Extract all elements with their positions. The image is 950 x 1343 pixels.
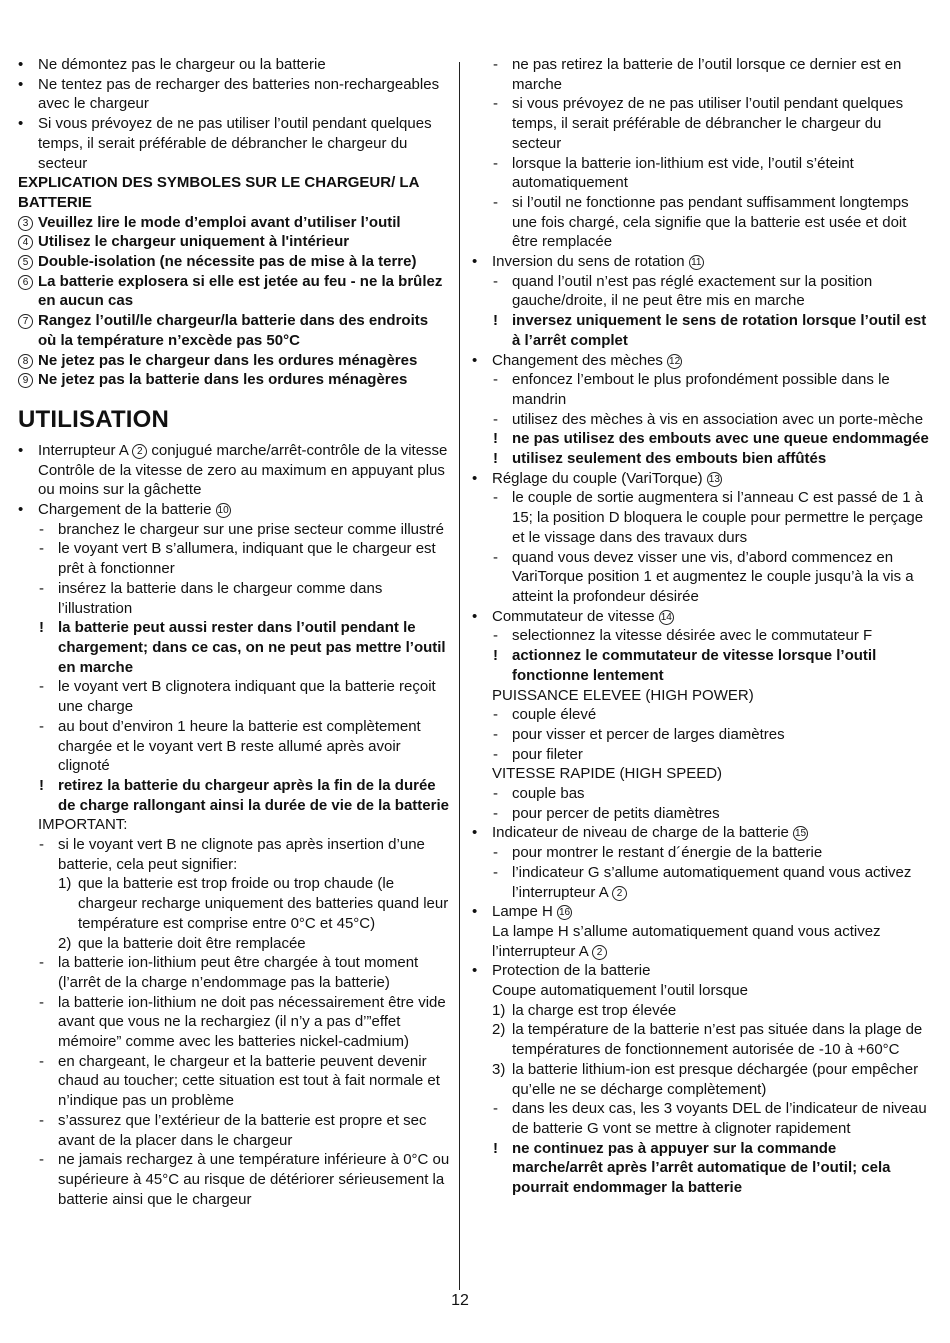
bullet-marker: • (18, 75, 24, 93)
circled-number: 2 (132, 444, 147, 459)
item-text: pour fileter (512, 745, 583, 763)
item-text: si vous prévoyez de ne pas utiliser l’outil pendant quelques temps, il serait préférable de débrancher le chargeur du secteur (512, 95, 904, 152)
item-text: couple élevé (512, 706, 597, 724)
dash-marker: - (39, 1111, 44, 1129)
warning-item (472, 449, 930, 469)
symbol-number (18, 370, 33, 390)
item-text: ne jamais rechargez à une température inférieure à 0°C ou supérieure à 45°C au risque de détériorer sérieusement la batterie ainsi que le chargeur (58, 1151, 450, 1208)
item-text: La batterie explosera si elle est jetée au feu - ne la brûlez en aucun cas (38, 272, 443, 310)
warn-marker: ! (493, 1139, 498, 1157)
item-text: la charge est trop élevée (512, 1001, 677, 1019)
bullet-item (472, 961, 930, 981)
item-text: la batterie lithium-ion est presque déchargée (pour empêcher qu’elle ne se décharge complètement) (512, 1060, 919, 1098)
item-text: Veuillez lire le mode d’emploi avant d’utiliser l’outil (38, 213, 401, 231)
bullet-marker: • (18, 501, 24, 519)
item-text: le couple de sortie augmentera si l’anneau C est passé de 1 à 15; la position D bloquera le couple pour permettre le perçage et le vissage dans des travaux durs (512, 489, 924, 546)
dash-marker: - (493, 804, 498, 822)
section-heading: EXPLICATION DES SYMBOLES SUR LE CHARGEUR/ LA BATTERIE (18, 174, 419, 211)
warn-marker: ! (493, 647, 498, 665)
item-text: que la batterie est trop froide ou trop chaude (le chargeur recharge uniquement des batteries quand leur température est comprise entre 0°C et 45°C) (78, 875, 449, 932)
bullet-marker: • (18, 56, 24, 73)
item-text: Ne démontez pas le chargeur ou la batterie (38, 56, 326, 73)
warn-marker: ! (493, 312, 498, 330)
page-number: 12 (451, 1292, 469, 1309)
dash-item (18, 953, 450, 992)
dash-marker: - (493, 371, 498, 389)
warn-marker: ! (39, 619, 44, 637)
dash-item (472, 370, 930, 409)
item-text: Réglage du couple (VariTorque) (492, 469, 703, 487)
item-text: Si vous prévoyez de ne pas utiliser l’outil pendant quelques temps, il serait préférable de débrancher le chargeur du secteur (38, 115, 432, 172)
dash-marker: - (493, 154, 498, 172)
item-number: 3) (492, 1060, 506, 1078)
dash-item (472, 94, 930, 153)
bullet-marker: • (472, 962, 478, 980)
item-text: l’indicateur G s’allume automatiquement quand vous activez l’interrupteur A (512, 863, 912, 901)
dash-marker: - (39, 540, 44, 558)
item-number: 2) (58, 934, 72, 952)
warn-marker: ! (493, 430, 498, 448)
item-text: Chargement de la batterie (38, 501, 212, 519)
dash-item (472, 154, 930, 193)
item-text: Interrupteur A (38, 441, 129, 459)
circled-number: 9 (18, 373, 33, 388)
dash-item (472, 193, 930, 252)
circled-number: 6 (18, 275, 33, 290)
item-text: au bout d’environ 1 heure la batterie est complètement chargée et le voyant vert B reste allumé après avoir clignoté (58, 717, 421, 775)
bullet-item (472, 902, 930, 922)
item-text: La lampe H s’allume automatiquement quand vous activez l’interrupteur A (492, 922, 881, 960)
dash-item (472, 725, 930, 745)
warning-item (472, 1139, 930, 1198)
dash-item (472, 843, 930, 863)
dash-marker: - (493, 95, 498, 113)
dash-item (472, 804, 930, 824)
symbol-item (18, 213, 450, 233)
bullet-marker: • (18, 115, 24, 133)
bullet-marker: • (472, 253, 478, 271)
dash-item (18, 539, 450, 578)
item-text: Rangez l’outil/le chargeur/la batterie dans des endroits où la température n’excède pas 50°C (38, 312, 429, 349)
dash-marker: - (493, 193, 498, 211)
item-text: inversez uniquement le sens de rotation lorsque l’outil est à l’arrêt complet (512, 312, 927, 349)
symbol-number (18, 232, 33, 252)
paragraph (472, 764, 930, 784)
item-text: Ne tentez pas de recharger des batteries non-rechargeables avec le chargeur (38, 75, 440, 113)
circled-number: 11 (689, 255, 704, 270)
bullet-marker: • (472, 469, 478, 487)
dash-marker: - (493, 410, 498, 428)
item-text: Lampe H (492, 903, 553, 921)
bullet-item (472, 823, 930, 843)
paragraph (472, 922, 930, 961)
dash-item (472, 55, 930, 94)
item-text: Ne jetez pas le chargeur dans les ordures ménagères (38, 351, 418, 369)
item-text: lorsque la batterie ion-lithium est vide, l’outil s’éteint automatiquement (512, 154, 854, 192)
circled-number: 7 (18, 314, 33, 329)
dash-item (472, 784, 930, 804)
symbol-item (18, 311, 450, 350)
paragraph (472, 981, 930, 1001)
dash-marker: - (493, 1100, 498, 1118)
warn-marker: ! (39, 776, 44, 794)
dash-item (472, 626, 930, 646)
item-text: Inversion du sens de rotation (492, 253, 685, 271)
item-text: Coupe automatiquement l’outil lorsque (492, 982, 748, 1000)
dash-marker: - (493, 785, 498, 803)
item-text: utilisez seulement des embouts bien affûtés (512, 450, 827, 468)
item-text: quand vous devez visser une vis, d’abord commencez en VariTorque position 1 et augmentez le couple jusqu’à la vis a atteint la profondeur désirée (512, 548, 914, 605)
item-text: si l’outil ne fonctionne pas pendant suffisamment longtemps une fois chargé, cela signifie que la batterie est usée et doit être remplacée (512, 193, 909, 251)
section-title: UTILISATION (18, 405, 170, 433)
dash-item (18, 520, 450, 540)
item-number: 2) (492, 1021, 506, 1039)
item-text: la température de la batterie n’est pas située dans la plage de températures de fonctionnement autorisée de -10 à +60°C (512, 1021, 923, 1059)
item-text: ne pas utilisez des embouts avec une queue endommagée (512, 430, 929, 448)
dash-item (18, 1052, 450, 1111)
item-text: Utilisez le chargeur uniquement à l'intérieur (38, 233, 350, 251)
dash-item (18, 579, 450, 618)
dash-item (18, 993, 450, 1052)
dash-marker: - (39, 579, 44, 597)
item-text: le voyant vert B s’allumera, indiquant que le chargeur est prêt à fonctionner (58, 540, 436, 578)
warning-item (18, 776, 450, 815)
dash-item (472, 745, 930, 765)
item-text: que la batterie doit être remplacée (78, 934, 306, 952)
item-text: retirez la batterie du chargeur après la fin de la durée de charge rallongant ainsi la durée de vie de la batterie (58, 776, 449, 814)
right-column (472, 55, 930, 1198)
dash-item (18, 1111, 450, 1150)
item-text: selectionnez la vitesse désirée avec le commutateur F (512, 627, 873, 645)
symbol-item (18, 370, 450, 390)
bullet-item (472, 252, 930, 272)
bullet-item (472, 469, 930, 489)
warning-item (472, 429, 930, 449)
dash-marker: - (493, 863, 498, 881)
item-text-cont: conjugué marche/arrêt-contrôle de la vitesse (147, 441, 448, 459)
circled-number: 10 (217, 505, 229, 517)
bullet-marker: • (472, 351, 478, 369)
item-text: Protection de la batterie (492, 962, 651, 980)
circled-number: 3 (18, 216, 33, 231)
bullet-item (18, 55, 450, 75)
item-text: insérez la batterie dans le chargeur comme dans l’illustration (58, 579, 383, 617)
dash-marker: - (493, 272, 498, 290)
item-text: IMPORTANT: (38, 816, 128, 834)
dash-marker: - (493, 844, 498, 862)
item-text: Double-isolation (ne nécessite pas de mise à la terre) (38, 253, 417, 271)
bullet-item (18, 114, 450, 173)
item-text: s’assurez que l’extérieur de la batterie est propre et sec avant de la placer dans le chargeur (58, 1111, 427, 1149)
paragraph (18, 815, 450, 835)
dash-marker: - (39, 1151, 44, 1169)
item-text: utilisez des mèches à vis en association avec un porte-mèche (512, 410, 924, 428)
dash-marker: - (493, 56, 498, 73)
dash-marker: - (493, 548, 498, 566)
circled-number: 15 (794, 828, 807, 840)
dash-marker: - (39, 1052, 44, 1070)
item-text: ne continuez pas à appuyer sur la commande marche/arrêt après l’arrêt automatique de l’outil; cela pourrait endommager la batterie (512, 1139, 891, 1197)
dash-marker: - (493, 627, 498, 645)
item-text: couple bas (512, 785, 585, 803)
dash-item (18, 1150, 450, 1209)
item-text: actionnez le commutateur de vitesse lorsque l’outil fonctionne lentement (512, 647, 877, 684)
dash-marker: - (39, 678, 44, 696)
item-text: Commutateur de vitesse (492, 607, 655, 625)
item-text: branchez le chargeur sur une prise secteur comme illustré (58, 520, 445, 538)
dash-marker: - (39, 954, 44, 972)
circled-number: 14 (660, 611, 672, 623)
symbol-item (18, 232, 450, 252)
symbol-item (18, 272, 450, 311)
paragraph (472, 686, 930, 706)
dash-marker: - (39, 836, 44, 854)
bullet-marker: • (18, 441, 24, 459)
item-text: pour montrer le restant d´énergie de la batterie (512, 844, 823, 862)
dash-marker: - (493, 745, 498, 763)
dash-item (472, 863, 930, 902)
warning-item (472, 311, 930, 350)
circled-number: 12 (669, 355, 681, 367)
symbol-number (18, 213, 33, 233)
bullet-marker: • (472, 607, 478, 625)
warning-item (18, 618, 450, 677)
item-text: si le voyant vert B ne clignote pas après insertion d’une batterie, cela peut signifier: (58, 836, 425, 873)
item-text: Indicateur de niveau de charge de la batterie (492, 824, 789, 842)
dash-marker: - (493, 725, 498, 743)
item-text: le voyant vert B clignotera indiquant que la batterie reçoit une charge (58, 678, 436, 716)
bullet-item (472, 607, 930, 627)
symbol-number (18, 351, 33, 371)
dash-marker: - (493, 489, 498, 507)
item-text: Ne jetez pas la batterie dans les ordures ménagères (38, 371, 408, 389)
warn-marker: ! (493, 450, 498, 468)
item-text: la batterie peut aussi rester dans l’outil pendant le chargement; dans ce cas, on ne peut pas mettre l’outil en marche (58, 619, 446, 676)
circled-number: 5 (18, 255, 33, 270)
item-text: ne pas retirez la batterie de l’outil lorsque ce dernier est en marche (512, 56, 902, 93)
circled-number: 16 (558, 907, 571, 919)
warning-item (472, 646, 930, 685)
dash-marker: - (493, 706, 498, 724)
numbered-item (18, 874, 450, 933)
item-text: en chargeant, le chargeur et la batterie peuvent devenir chaud au toucher; cette situation est tout à fait normale et n’indique pas un problème (58, 1052, 440, 1110)
item-text: pour percer de petits diamètres (512, 804, 720, 822)
dash-item (472, 488, 930, 547)
item-number: 1) (58, 875, 72, 893)
dash-item (18, 677, 450, 716)
symbol-item (18, 252, 450, 272)
column-divider (459, 62, 460, 1290)
item-text: quand l’outil n’est pas réglé exactement sur la position gauche/droite, il ne peut être mis en marche (512, 272, 873, 310)
dash-marker: - (39, 717, 44, 735)
bullet-marker: • (472, 903, 478, 921)
bullet-item (18, 500, 450, 520)
circled-number: 4 (18, 235, 33, 250)
bullet-marker: • (472, 824, 478, 842)
dash-item (472, 548, 930, 607)
item-text: dans les deux cas, les 3 voyants DEL de l’indicateur de niveau de batterie G vont se mettre à clignoter rapidement (512, 1100, 927, 1137)
numbered-item (472, 1060, 930, 1099)
dash-item (472, 272, 930, 311)
dash-item (472, 1099, 930, 1138)
circled-number: 2 (592, 945, 607, 960)
bullet-item (18, 75, 450, 114)
item-text: PUISSANCE ELEVEE (HIGH POWER) (492, 686, 754, 704)
numbered-item (472, 1020, 930, 1059)
dash-item (18, 717, 450, 776)
symbol-number (18, 252, 33, 272)
item-text: Changement des mèches (492, 351, 663, 369)
dash-item (472, 705, 930, 725)
item-text: la batterie ion-lithium ne doit pas nécessairement être vide avant que vous ne la rechargiez (il n’y a pas d’”effet mémoire” comme avec les batteries nickel-cadmium) (58, 993, 446, 1051)
dash-marker: - (39, 520, 44, 538)
paragraph (18, 461, 450, 500)
symbol-item (18, 351, 450, 371)
left-column (18, 55, 450, 1209)
item-text: Contrôle de la vitesse de zero au maximum en appuyant plus ou moins sur la gâchette (38, 461, 445, 499)
numbered-item (472, 1001, 930, 1021)
item-number: 1) (492, 1001, 506, 1019)
bullet-item (472, 351, 930, 371)
symbol-number (18, 311, 33, 331)
item-text: la batterie ion-lithium peut être chargée à tout moment (l’arrêt de la charge n’endommage pas la batterie) (58, 954, 419, 991)
dash-marker: - (39, 993, 44, 1011)
dash-item (472, 410, 930, 430)
item-text: pour visser et percer de larges diamètres (512, 725, 785, 743)
circled-number: 2 (612, 886, 627, 901)
numbered-item (18, 934, 450, 954)
circled-number: 8 (18, 354, 33, 369)
circled-number: 13 (708, 473, 720, 485)
bullet-item (18, 441, 450, 461)
symbol-number (18, 272, 33, 292)
item-text: enfoncez l’embout le plus profondément possible dans le mandrin (512, 371, 890, 408)
dash-item (18, 835, 450, 874)
item-text: VITESSE RAPIDE (HIGH SPEED) (492, 765, 723, 783)
